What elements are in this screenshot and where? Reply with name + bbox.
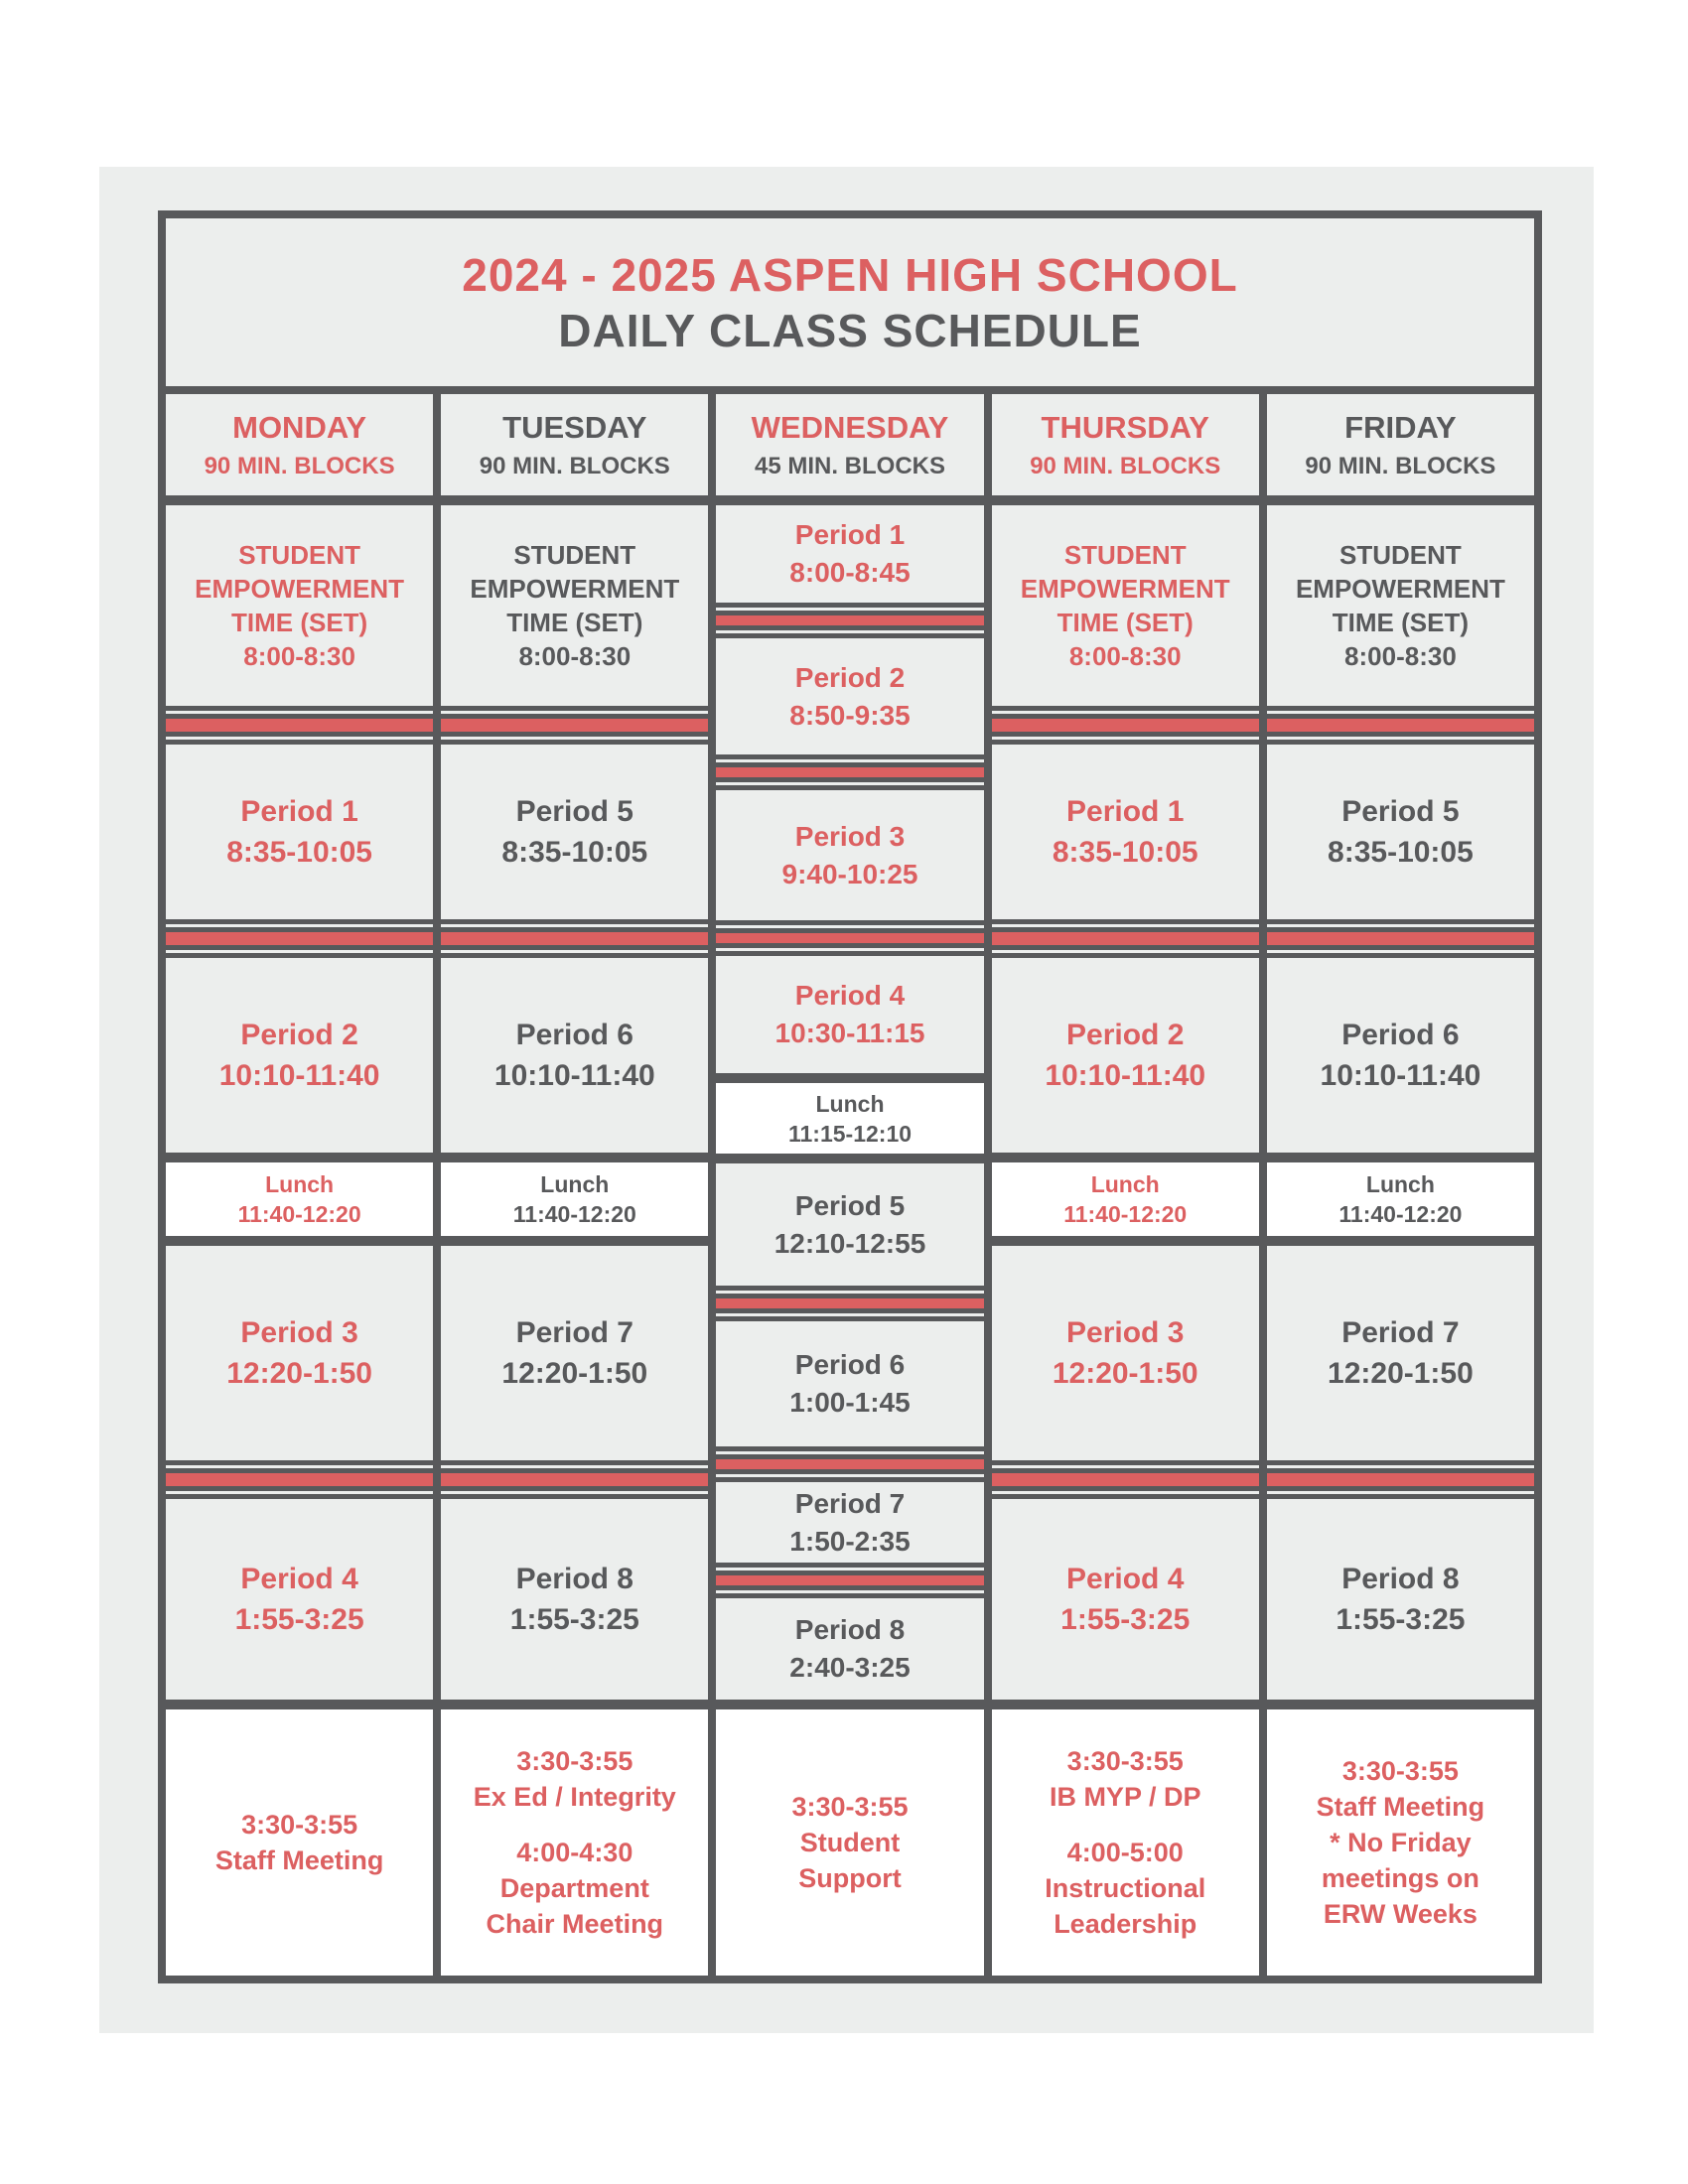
red-bar xyxy=(166,1468,433,1491)
text-line: 8:00-8:30 xyxy=(243,641,355,671)
friday-p3-cell xyxy=(1267,1241,1534,1465)
friday-meet-cell xyxy=(1267,1705,1534,1976)
red-bar xyxy=(1267,927,1534,950)
red-bar xyxy=(716,1570,983,1590)
wednesday-blocks-label: 45 MIN. BLOCKS xyxy=(754,452,946,479)
thursday-name: THURSDAY xyxy=(1041,409,1209,445)
wednesday-separator-bar xyxy=(716,925,983,951)
wednesday-separator-bar xyxy=(716,759,983,785)
text-line: 10:10-11:40 xyxy=(1320,1059,1481,1092)
red-bar xyxy=(716,611,983,630)
red-bar xyxy=(716,762,983,782)
tuesday-lunch-cell xyxy=(441,1158,708,1241)
monday-p1-cell xyxy=(166,740,433,924)
column-wednesday xyxy=(708,394,983,1976)
text-line: ERW Weeks xyxy=(1323,1899,1477,1929)
text-line: 11:40-12:20 xyxy=(1063,1201,1188,1227)
text-line: Period 7 xyxy=(515,1316,633,1349)
schedule-sheet xyxy=(99,167,1594,2033)
red-bar xyxy=(992,927,1259,950)
thursday-p2-cell xyxy=(992,953,1259,1158)
wednesday-wp5-cell xyxy=(716,1159,983,1291)
text-line: 8:35-10:05 xyxy=(226,836,372,869)
monday-separator-bar xyxy=(166,1465,433,1494)
text-line: 9:40-10:25 xyxy=(781,858,918,889)
text-line: Period 5 xyxy=(515,795,633,828)
page-title-year-school: 2024 - 2025 ASPEN HIGH SCHOOL xyxy=(462,248,1238,301)
text-line: Period 4 xyxy=(1066,1563,1185,1595)
text-line: Period 2 xyxy=(1066,1019,1185,1051)
tuesday-separator-bar xyxy=(441,711,708,740)
red-bar xyxy=(992,1468,1259,1491)
monday-lunch-cell xyxy=(166,1158,433,1241)
text-line: Staff Meeting xyxy=(1316,1792,1485,1822)
red-bar xyxy=(166,927,433,950)
text-line: Department xyxy=(499,1873,649,1903)
thursday-p1-cell xyxy=(992,740,1259,924)
column-monday xyxy=(166,394,433,1976)
tuesday-blocks-label: 90 MIN. BLOCKS xyxy=(479,452,670,479)
text-line: Staff Meeting xyxy=(214,1845,384,1875)
text-line: 4:00-4:30 xyxy=(516,1838,633,1867)
text-line: 12:20-1:50 xyxy=(226,1357,372,1390)
text-line: Period 5 xyxy=(1341,795,1460,828)
text-line: 10:10-11:40 xyxy=(218,1059,380,1092)
red-bar xyxy=(716,1294,983,1313)
text-line: Lunch xyxy=(815,1090,885,1117)
red-bar xyxy=(166,714,433,737)
wednesday-header-cell xyxy=(716,394,983,500)
text-line: 4:00-5:00 xyxy=(1066,1838,1184,1867)
text-line: STUDENT xyxy=(513,540,636,570)
tuesday-name: TUESDAY xyxy=(502,409,647,445)
thursday-meet-cell xyxy=(992,1705,1259,1976)
tuesday-header-cell xyxy=(441,394,708,500)
text-line: 1:55-3:25 xyxy=(509,1603,639,1636)
text-line: 8:00-8:30 xyxy=(518,641,632,671)
day-columns xyxy=(166,394,1534,1976)
wednesday-wlunch-cell xyxy=(716,1078,983,1159)
column-thursday xyxy=(984,394,1259,1976)
wednesday-wp2-cell xyxy=(716,633,983,759)
monday-p3-cell xyxy=(166,1241,433,1465)
text-line: Period 3 xyxy=(240,1316,358,1349)
tuesday-meet-cell xyxy=(441,1705,708,1976)
monday-separator-bar xyxy=(166,924,433,953)
monday-p4-cell xyxy=(166,1494,433,1705)
text-line: Student xyxy=(799,1828,901,1857)
friday-p4-cell xyxy=(1267,1494,1534,1705)
friday-separator-bar xyxy=(1267,924,1534,953)
text-line: Lunch xyxy=(1090,1171,1160,1197)
text-line: Lunch xyxy=(540,1171,610,1197)
wednesday-wp7-cell xyxy=(716,1477,983,1568)
wednesday-separator-bar xyxy=(716,608,983,633)
friday-name: FRIDAY xyxy=(1344,409,1457,445)
tuesday-set-cell xyxy=(441,500,708,711)
text-line: 11:40-12:20 xyxy=(1338,1201,1463,1227)
tuesday-separator-bar xyxy=(441,1465,708,1494)
column-tuesday xyxy=(433,394,708,1976)
text-line: Period 3 xyxy=(1066,1316,1185,1349)
friday-separator-bar xyxy=(1267,711,1534,740)
friday-separator-bar xyxy=(1267,1465,1534,1494)
wednesday-wp1-cell xyxy=(716,500,983,608)
thursday-lunch-cell xyxy=(992,1158,1259,1241)
page-title-subtitle: DAILY CLASS SCHEDULE xyxy=(558,304,1142,356)
text-line: STUDENT xyxy=(1063,540,1187,570)
thursday-separator-bar xyxy=(992,711,1259,740)
thursday-p4-cell xyxy=(992,1494,1259,1705)
title-block xyxy=(166,218,1534,394)
text-line: 8:35-10:05 xyxy=(501,836,648,869)
text-line: 8:35-10:05 xyxy=(1052,836,1198,869)
red-bar xyxy=(992,714,1259,737)
text-line: 11:15-12:10 xyxy=(787,1120,913,1147)
text-line: Period 6 xyxy=(794,1349,906,1380)
red-bar xyxy=(716,928,983,948)
text-line: 8:50-9:35 xyxy=(789,699,911,731)
thursday-header-cell xyxy=(992,394,1259,500)
text-line: 11:40-12:20 xyxy=(237,1201,361,1227)
friday-header-cell xyxy=(1267,394,1534,500)
text-line: Period 4 xyxy=(240,1563,358,1595)
text-line: EMPOWERMENT xyxy=(1295,574,1505,604)
text-line: Chair Meeting xyxy=(486,1909,664,1939)
monday-set-cell xyxy=(166,500,433,711)
text-line: TIME (SET) xyxy=(506,608,643,637)
text-line: 8:00-8:30 xyxy=(1344,641,1457,671)
red-bar xyxy=(716,1454,983,1474)
red-bar xyxy=(441,714,708,737)
text-line: EMPOWERMENT xyxy=(195,574,405,604)
thursday-separator-bar xyxy=(992,924,1259,953)
thursday-p3-cell xyxy=(992,1241,1259,1465)
text-line: Period 7 xyxy=(794,1487,906,1519)
text-line: STUDENT xyxy=(238,540,360,570)
text-line: STUDENT xyxy=(1339,540,1462,570)
text-line: Support xyxy=(798,1863,902,1893)
red-bar xyxy=(1267,714,1534,737)
friday-p2-cell xyxy=(1267,953,1534,1158)
text-line: Instructional xyxy=(1045,1873,1206,1903)
text-line: EMPOWERMENT xyxy=(470,574,680,604)
text-line: TIME (SET) xyxy=(230,608,368,637)
text-line: Lunch xyxy=(265,1171,335,1197)
red-bar xyxy=(1267,1468,1534,1491)
text-line: 11:40-12:20 xyxy=(512,1201,636,1227)
text-line: 3:30-3:55 xyxy=(1066,1746,1184,1776)
thursday-set-cell xyxy=(992,500,1259,711)
text-line: 1:55-3:25 xyxy=(234,1603,364,1636)
text-line: 1:00-1:45 xyxy=(789,1387,911,1418)
text-line: 10:10-11:40 xyxy=(1045,1059,1206,1092)
text-line: Period 2 xyxy=(240,1019,358,1051)
text-line: Period 7 xyxy=(1341,1316,1460,1349)
text-line: Period 3 xyxy=(794,820,906,852)
wednesday-wp4-cell xyxy=(716,951,983,1078)
text-line: Period 2 xyxy=(794,661,906,693)
text-line: 2:40-3:25 xyxy=(789,1652,911,1683)
text-line: 12:20-1:50 xyxy=(1052,1357,1198,1390)
column-friday xyxy=(1259,394,1534,1976)
text-line: 3:30-3:55 xyxy=(1341,1756,1459,1786)
text-line: meetings on xyxy=(1321,1863,1479,1893)
wednesday-wp3-cell xyxy=(716,785,983,925)
text-line: Leadership xyxy=(1054,1909,1197,1939)
text-line: Period 6 xyxy=(1341,1019,1460,1051)
friday-p1-cell xyxy=(1267,740,1534,924)
text-line: 10:10-11:40 xyxy=(493,1059,655,1092)
thursday-blocks-label: 90 MIN. BLOCKS xyxy=(1030,452,1221,479)
text-line: 10:30-11:15 xyxy=(774,1018,925,1048)
wednesday-separator-bar xyxy=(716,1291,983,1316)
tuesday-separator-bar xyxy=(441,924,708,953)
text-line: Period 8 xyxy=(1341,1563,1460,1595)
monday-name: MONDAY xyxy=(232,409,367,445)
wednesday-separator-bar xyxy=(716,1568,983,1593)
wednesday-wp6-cell xyxy=(716,1316,983,1451)
text-line: EMPOWERMENT xyxy=(1020,574,1230,604)
text-line: Period 8 xyxy=(515,1563,633,1595)
text-line: 8:00-8:45 xyxy=(789,557,911,588)
wednesday-name: WEDNESDAY xyxy=(751,409,949,445)
monday-header-cell xyxy=(166,394,433,500)
schedule-table xyxy=(158,210,1542,1983)
text-line: Period 8 xyxy=(794,1614,906,1645)
text-line: Period 4 xyxy=(794,980,906,1011)
tuesday-p3-cell xyxy=(441,1241,708,1465)
wednesday-wp8-cell xyxy=(716,1593,983,1705)
text-line: 12:20-1:50 xyxy=(1328,1357,1474,1390)
friday-blocks-label: 90 MIN. BLOCKS xyxy=(1305,452,1496,479)
text-line: 3:30-3:55 xyxy=(241,1810,358,1840)
tuesday-p1-cell xyxy=(441,740,708,924)
text-line: 8:35-10:05 xyxy=(1328,836,1474,869)
text-line: 12:20-1:50 xyxy=(501,1357,648,1390)
text-line: 1:55-3:25 xyxy=(1336,1603,1466,1636)
tuesday-p4-cell xyxy=(441,1494,708,1705)
wednesday-separator-bar xyxy=(716,1451,983,1477)
text-line: 12:10-12:55 xyxy=(774,1227,926,1259)
text-line: 8:00-8:30 xyxy=(1068,641,1182,671)
friday-lunch-cell xyxy=(1267,1158,1534,1241)
monday-meet-cell xyxy=(166,1705,433,1976)
friday-set-cell xyxy=(1267,500,1534,711)
text-line: Period 1 xyxy=(1066,795,1185,828)
monday-p2-cell xyxy=(166,953,433,1158)
tuesday-p2-cell xyxy=(441,953,708,1158)
text-line: 3:30-3:55 xyxy=(791,1792,909,1822)
text-line: Period 5 xyxy=(794,1189,906,1221)
red-bar xyxy=(441,927,708,950)
text-line: TIME (SET) xyxy=(1056,608,1194,637)
thursday-separator-bar xyxy=(992,1465,1259,1494)
text-line: 1:55-3:25 xyxy=(1060,1603,1191,1636)
monday-blocks-label: 90 MIN. BLOCKS xyxy=(204,452,395,479)
monday-separator-bar xyxy=(166,711,433,740)
text-line: Period 1 xyxy=(794,519,906,550)
text-line: Period 1 xyxy=(240,795,358,828)
text-line: 3:30-3:55 xyxy=(516,1746,633,1776)
wednesday-meet-cell xyxy=(716,1705,983,1976)
red-bar xyxy=(441,1468,708,1491)
text-line: TIME (SET) xyxy=(1332,608,1470,637)
text-line: * No Friday xyxy=(1330,1828,1472,1857)
text-line: Period 6 xyxy=(515,1019,633,1051)
text-line: Ex Ed / Integrity xyxy=(473,1782,676,1812)
text-line: IB MYP / DP xyxy=(1049,1782,1201,1812)
text-line: 1:50-2:35 xyxy=(789,1525,911,1557)
text-line: Lunch xyxy=(1365,1171,1435,1197)
